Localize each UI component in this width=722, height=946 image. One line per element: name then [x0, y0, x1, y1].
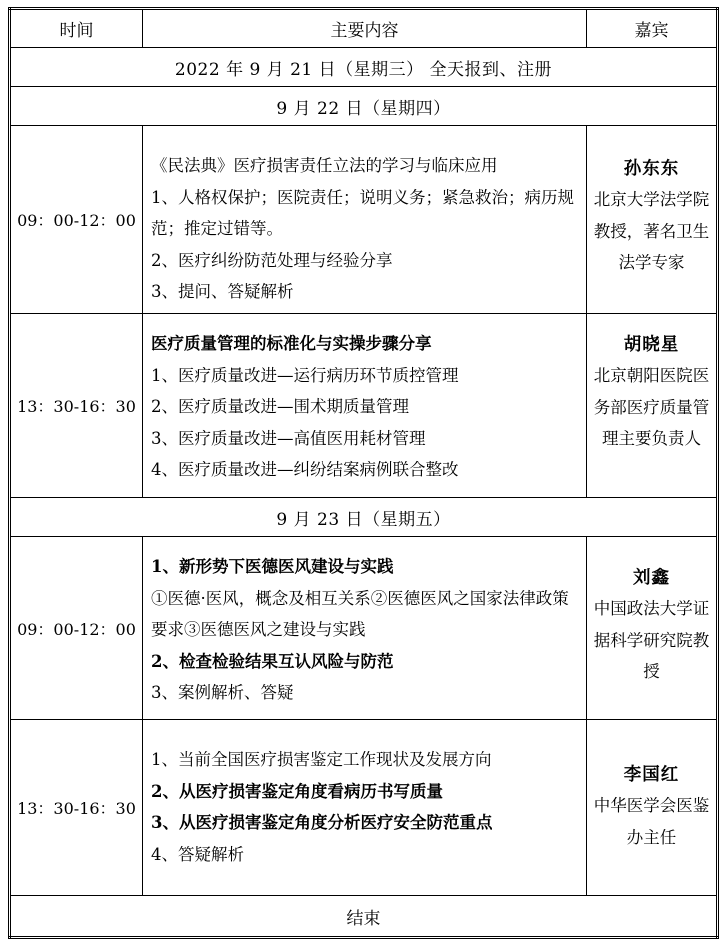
- day-date: 9 月 22 日（星期四）: [10, 87, 718, 126]
- content-line: 1、新形势下医德医风建设与实践: [151, 557, 394, 576]
- speaker-name: 李国红: [623, 765, 680, 785]
- speaker-title: 中国政法大学证据科学研究院教授: [593, 599, 710, 681]
- schedule-table: [8, 7, 719, 939]
- day-row: [10, 498, 718, 537]
- content-line: 1、医疗质量改进—运行病历环节质控管理: [151, 365, 459, 385]
- end-row: [10, 896, 718, 938]
- content-line: 3、案例解析、答疑: [151, 683, 294, 702]
- end-label: 结束: [10, 896, 718, 938]
- session-time: 13：30-16：30: [10, 314, 143, 498]
- registration-row: [10, 48, 718, 87]
- session-row: [10, 720, 718, 896]
- speaker-name: 孙东东: [623, 159, 680, 179]
- content-line: 4、医疗质量改进—纠纷结案病例联合整改: [151, 460, 459, 479]
- session-content: [143, 126, 587, 314]
- session-time: 09：00-12：00: [10, 126, 143, 314]
- session-time: 09：00-12：00: [10, 537, 143, 720]
- header-row: [10, 9, 718, 48]
- session-row: [10, 314, 718, 498]
- header-content: 主要内容: [143, 9, 587, 48]
- registration-banner: 2022 年 9 月 21 日（星期三） 全天报到、注册: [10, 48, 718, 87]
- speaker-cell: [587, 720, 718, 896]
- content-line: 医疗质量管理的标准化与实操步骤分享: [151, 334, 432, 353]
- speaker-name: 刘鑫: [633, 568, 670, 588]
- speaker-title: 中华医学会医鉴办主任: [593, 796, 710, 847]
- session-row: [10, 537, 718, 720]
- content-line: 3、提问、答疑解析: [151, 282, 294, 301]
- content-line: 2、医疗质量改进—围术期质量管理: [151, 397, 409, 416]
- speaker-title: 北京朝阳医院医务部医疗质量管理主要负责人: [593, 366, 710, 448]
- speaker-title: 北京大学法学院教授，著名卫生法学专家: [593, 190, 710, 272]
- content-line: 2、从医疗损害鉴定角度看病历书写质量: [151, 781, 443, 801]
- header-speaker: 嘉宾: [587, 9, 718, 48]
- content-line: 1、当前全国医疗损害鉴定工作现状及发展方向: [151, 750, 492, 769]
- day-date: 9 月 23 日（星期五）: [10, 498, 718, 537]
- speaker-cell: [587, 537, 718, 720]
- content-line: 3、从医疗损害鉴定角度分析医疗安全防范重点: [151, 813, 493, 832]
- content-line: 2、检查检验结果互认风险与防范: [151, 651, 394, 671]
- content-line: 1、人格权保护；医院责任；说明义务；紧急救治；病历规范；推定过错等。: [151, 187, 574, 238]
- content-line: 2、医疗纠纷防范处理与经验分享: [151, 250, 393, 270]
- session-content: [143, 314, 587, 498]
- speaker-cell: [587, 126, 718, 314]
- content-line: 《民法典》医疗损害责任立法的学习与临床应用: [151, 156, 498, 175]
- day-row: [10, 87, 718, 126]
- content-line: 3、医疗质量改进—高值医用耗材管理: [151, 428, 426, 448]
- session-content: [143, 537, 587, 720]
- content-line: 4、答疑解析: [151, 844, 244, 864]
- speaker-name: 胡晓星: [623, 335, 680, 355]
- header-time: 时间: [10, 9, 143, 48]
- session-content: [143, 720, 587, 896]
- session-row: [10, 126, 718, 314]
- session-time: 13：30-16：30: [10, 720, 143, 896]
- content-line: ①医德·医风，概念及相互关系②医德医风之国家法律政策要求③医德医风之建设与实践: [151, 588, 569, 639]
- speaker-cell: [587, 314, 718, 498]
